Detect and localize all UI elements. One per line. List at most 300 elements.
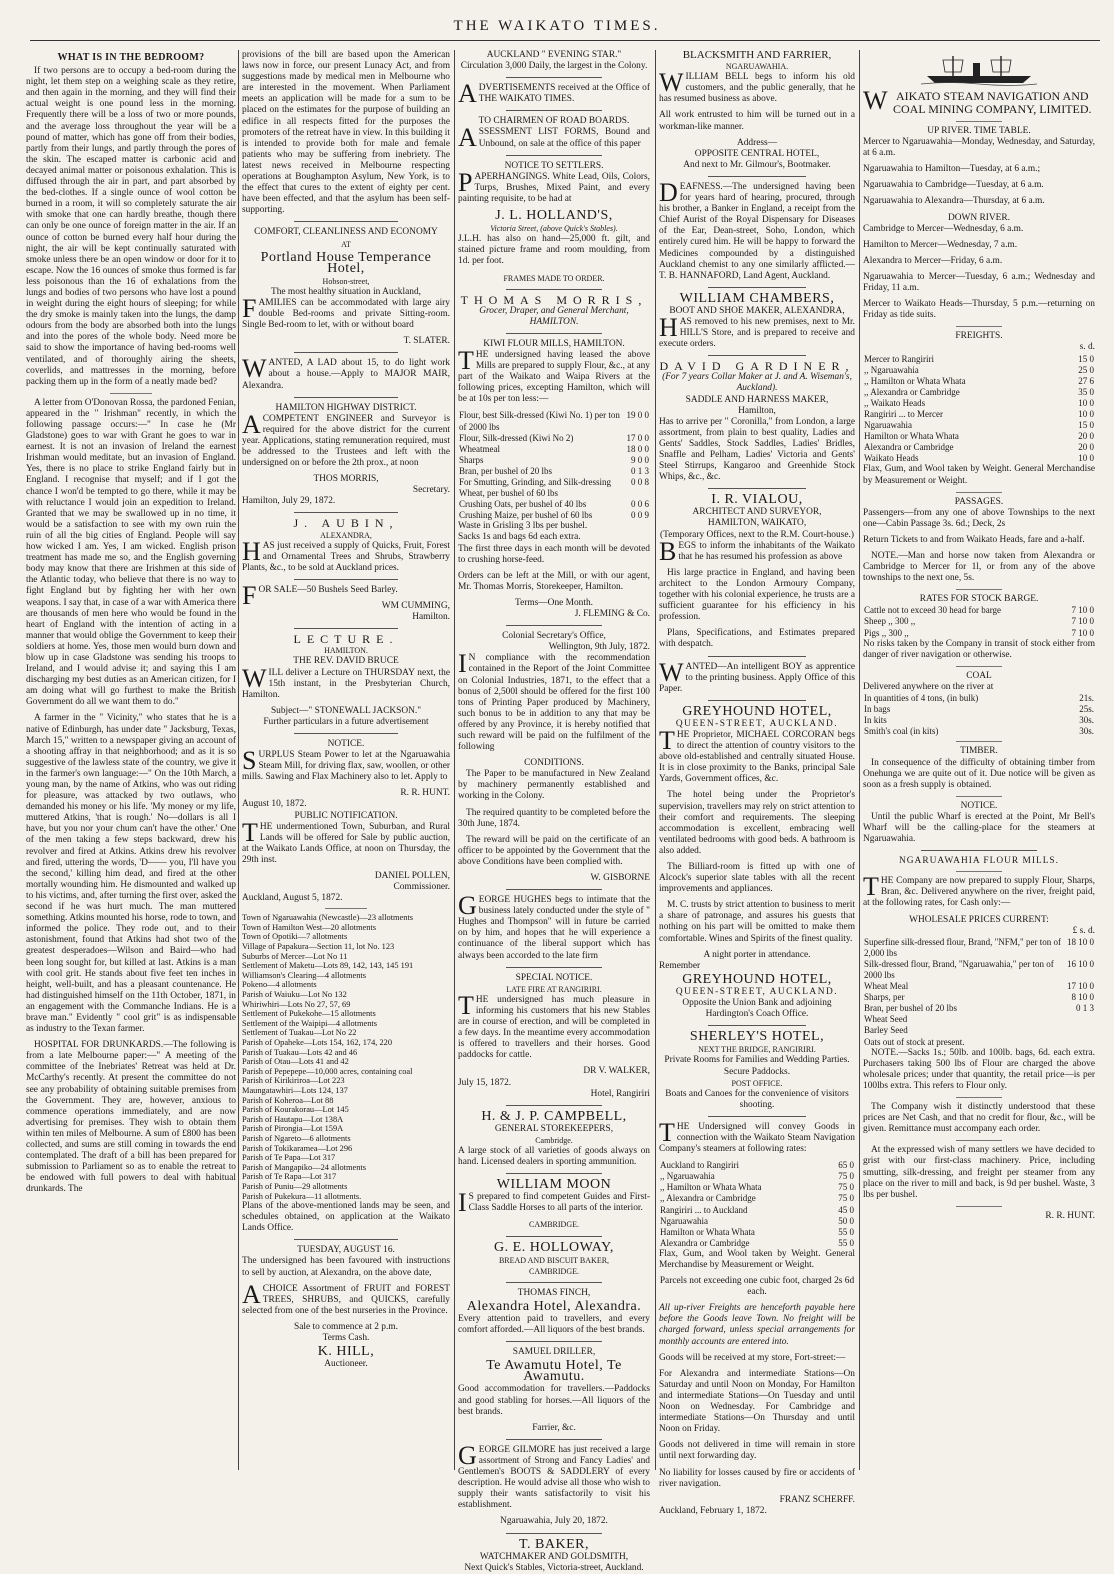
divider bbox=[506, 1341, 602, 1342]
list-item: Parish of Tuakau—Lots 42 and 46 bbox=[242, 1047, 358, 1057]
table-row bbox=[458, 499, 650, 510]
flour-price-table bbox=[458, 410, 650, 521]
table-cell: 30s. bbox=[1079, 726, 1094, 737]
column-rule bbox=[859, 50, 860, 1470]
ad-note: The first three days in each month will be devoted to crushing horse-feed. bbox=[458, 543, 650, 565]
ad-place: Hotel, Rangiriri bbox=[590, 1088, 650, 1099]
table-cell: Silk-dressed flour, Brand, "Ngaruawahia," per ton of 2000 lbs bbox=[864, 958, 1054, 980]
ad-body: IS prepared to find competent Guides and First-Class Saddle Horses to all parts of the interior. bbox=[458, 1188, 650, 1218]
divider bbox=[506, 889, 602, 890]
ad-name: T. BAKER, bbox=[519, 1536, 589, 1552]
list-item: Parish of Puniu—29 allotments bbox=[242, 1181, 348, 1191]
table-row bbox=[458, 444, 650, 455]
list-item: Parish of Kourakorau—Lot 145 bbox=[242, 1105, 349, 1115]
table-units: s. d. bbox=[1079, 342, 1095, 353]
ad-body: M. C. trusts by strict attention to business to merit a share of patronage, and assures his guests that nothing on his part will be omitted to make them comfortable. Wines and Spirits of the finest quality. bbox=[659, 900, 855, 944]
column-3 bbox=[458, 50, 650, 1573]
divider bbox=[708, 700, 806, 701]
auctioneer-name: K. HILL, bbox=[317, 1344, 375, 1360]
divider bbox=[110, 393, 152, 394]
divider bbox=[294, 579, 398, 580]
coal-table bbox=[863, 693, 1095, 737]
table-row bbox=[659, 1160, 855, 1171]
ad-body: GEORGE GILMORE has just received a large assortment of Strong and Fancy Ladies' and Gentlemen's BOOTS & SADDLERY of every description. He would advise all those who wish to supply their wants satisfactorily to visit his establishment. bbox=[458, 1440, 650, 1511]
table-row bbox=[659, 1216, 855, 1227]
divider bbox=[956, 1140, 1002, 1141]
ad-name: SAMUEL DRILLER, bbox=[512, 1347, 596, 1358]
ad-body: THE undersigned having leased the above Mills are prepared to supply Flour, &c., at any part of the Waikato and Waipa Rivers at the following prices, excepting Hamilton, which will be at 10s per ton less:— bbox=[458, 345, 650, 405]
ad-place: Cambridge. bbox=[535, 1135, 573, 1145]
hotel-subtitle: The most healthy situation in Auckland, bbox=[271, 286, 421, 297]
ad-body: POST OFFICE. bbox=[731, 1078, 783, 1088]
table-cell: Ngaruawahia bbox=[660, 1215, 708, 1226]
table-row bbox=[659, 1193, 855, 1204]
ad-heading: LECTURE. bbox=[293, 632, 399, 647]
ad-name: G. E. HOLLOWAY, bbox=[494, 1239, 614, 1255]
ad-signature: J. FLEMING & Co. bbox=[574, 609, 650, 620]
ad-signature: W. GISBORNE bbox=[590, 873, 650, 883]
table-cell: Cattle not to exceed 30 head for barge bbox=[864, 605, 1002, 616]
ad-subheading: NEXT THE BRIDGE, RANGIRIRI. bbox=[698, 1045, 816, 1055]
table-cell: 8 10 0 bbox=[1071, 992, 1094, 1003]
table-cell: 45 0 bbox=[838, 1204, 854, 1215]
ad-address: Victoria Street, (above Quick's Stables). bbox=[490, 224, 618, 234]
table-cell: 50 0 bbox=[838, 1215, 854, 1226]
table-cell: 18 0 0 bbox=[626, 443, 649, 454]
table-cell: ,, Waikato Heads bbox=[864, 397, 926, 408]
table-row bbox=[863, 616, 1095, 627]
ad-name: THOMAS FINCH, bbox=[517, 1287, 591, 1298]
list-item: Parish of Mangapiko—24 allotments bbox=[242, 1162, 366, 1172]
table-cell: For Smutting, Grinding, and Silk-dressing Wheat, per bushel of 60 lbs bbox=[459, 477, 612, 499]
table-cell bbox=[1066, 1025, 1095, 1036]
table-cell: ,, Ngaruawahia bbox=[864, 364, 919, 375]
article-continuation: provisions of the bill are based upon the American laws now in force, our present Lunacy Act, and from suggestions made by medical men in Melbourne who are interested in the movement. When Parliament meets an application will be made for a sum to be placed on the estimates for the purpose of building an edifice in all respects fitted for the purposes the promoters of the retreat have in view. In this building it is intended to provide both for male and female patients who may be suffering from inebriety. The latest news received in Melbourne respecting operations at Boughampton Asylum, New York, is to the effect that cures to the extent of eighty per cent. have been effected, and that the asylum has been self-supporting. bbox=[242, 50, 450, 216]
table-row bbox=[863, 1014, 1095, 1025]
list-item: Maungatawhiri—Lots 124, 137 bbox=[242, 1085, 348, 1095]
ad-address: OPPOSITE CENTRAL HOTEL, bbox=[694, 148, 820, 159]
table-row bbox=[863, 420, 1095, 431]
ad-signature: WM CUMMING, bbox=[381, 601, 450, 612]
table-row bbox=[863, 354, 1095, 365]
ad-place: HAMILTON, WAIKATO, bbox=[707, 518, 807, 529]
ad-note: Waste in Grisling 3 lbs per bushel. bbox=[458, 521, 588, 532]
ad-heading: TUESDAY, AUGUST 16. bbox=[297, 1245, 395, 1256]
table-cell: 35 0 bbox=[1078, 386, 1094, 397]
table-row bbox=[659, 1205, 855, 1216]
table-cell: ,, Alexandra or Cambridge bbox=[660, 1193, 756, 1204]
list-item: Parish of Opaheke—Lots 154, 162, 174, 220 bbox=[242, 1038, 393, 1047]
ad-body: No liability for losses caused by fire or accidents of river navigation. bbox=[659, 1467, 855, 1489]
column-rule bbox=[655, 50, 656, 1470]
masthead: THE WAIKATO TIMES. bbox=[453, 18, 661, 34]
table-row bbox=[863, 1037, 1095, 1048]
ad-body: Secure Paddocks. bbox=[723, 1066, 791, 1077]
table-row bbox=[659, 1182, 855, 1193]
ad-name: H. & J. P. CAMPBELL, bbox=[481, 1108, 627, 1124]
ad-body: Goods will be received at my store, Fort-street:— bbox=[659, 1352, 846, 1363]
ad-body: Flax, Gum, and Wool taken by Weight. General Merchandise by Measurement or Weight. bbox=[863, 464, 1095, 486]
table-cell: Ngaruawahia bbox=[864, 420, 912, 431]
list-item: Parish of Pirongia—Lot 159A bbox=[242, 1124, 344, 1134]
ad-name: J. AUBIN, bbox=[293, 516, 399, 531]
ad-role: Secretary. bbox=[412, 485, 450, 496]
table-cell: Crushing Maize, per bushel of 60 lbs bbox=[459, 510, 593, 521]
ad-note: A night porter in attendance. bbox=[703, 949, 811, 960]
table-cell: Waikato Heads bbox=[864, 453, 919, 464]
list-item: Settlement of Pukekohe—15 allotments bbox=[242, 1009, 376, 1019]
ad-body: NOTE.—Man and horse now taken from Alexandra or Cambridge to Mercer for 1l, or from any of the above townships to the next one, 5s. bbox=[863, 551, 1095, 584]
ad-body: WANTED, A LAD about 15, to do light work about a house.—Apply to MAJOR MAIR, Alexandra. bbox=[242, 354, 450, 391]
ad-body: THE undermentioned Town, Suburban, and Rural Lands will be offered for Sale by public auction, at the Waikato Lands Office, at noon on Thursday, the 29th inst. bbox=[242, 817, 450, 865]
ad-heading: DOWN RIVER. bbox=[948, 212, 1010, 223]
table-row bbox=[458, 510, 650, 521]
list-item: Parish of Pukekura—11 allotments. bbox=[242, 1191, 362, 1201]
masthead-rule bbox=[30, 40, 1100, 41]
table-cell: Hamilton or Whata Whata bbox=[660, 1226, 755, 1237]
table-row bbox=[458, 455, 650, 466]
schedule-item: Ngaruawahia to Alexandra—Thursday, at 6 a.m. bbox=[863, 196, 1045, 207]
ad-body: No risks taken by the Company in transit of stock either from danger of river navigation or otherwise. bbox=[863, 638, 1095, 660]
ad-signature: DANIEL POLLEN, bbox=[374, 871, 450, 881]
table-row bbox=[863, 704, 1095, 715]
ad-date: August 10, 1872. bbox=[242, 799, 307, 810]
ad-name: J. L. HOLLAND'S, bbox=[495, 208, 613, 224]
table-cell: Alexandra or Cambridge bbox=[864, 442, 954, 453]
ad-body: A large stock of all varieties of goods always on hand. Licensed dealers in sporting ammunition. bbox=[458, 1145, 650, 1168]
ad-body: Delivered anywhere on the river at bbox=[863, 681, 994, 692]
table-row bbox=[863, 937, 1095, 959]
freights-table bbox=[863, 354, 1095, 465]
ad-note: Further particulars in a future advertisement bbox=[263, 716, 429, 727]
divider bbox=[506, 333, 602, 334]
ad-heading: FREIGHTS. bbox=[955, 331, 1003, 342]
divider bbox=[506, 1533, 602, 1534]
ad-name: WILLIAM MOON bbox=[496, 1177, 612, 1193]
divider bbox=[956, 121, 1002, 122]
ad-place: ALEXANDRA, bbox=[320, 530, 372, 540]
table-cell: In quantities of 4 tons, (in bulk) bbox=[864, 693, 979, 704]
hotel-slogan: COMFORT, CLEANLINESS AND ECONOMY bbox=[254, 227, 438, 238]
ad-heading: NOTICE TO SETTLERS. bbox=[504, 160, 604, 171]
table-cell: 7 10 0 bbox=[1071, 627, 1094, 638]
ad-role: Auctioneer. bbox=[324, 1359, 368, 1370]
table-cell: 18 10 0 bbox=[1067, 936, 1094, 947]
divider bbox=[956, 326, 1002, 327]
ad-subheading: WATCHMAKER AND GOLDSMITH, bbox=[479, 1551, 629, 1562]
table-cell: 15 0 bbox=[1078, 420, 1094, 431]
ad-signature: R. R. HUNT. bbox=[400, 788, 450, 799]
table-cell: Wheat Seed bbox=[864, 1014, 908, 1025]
divider bbox=[708, 355, 806, 356]
divider bbox=[506, 1439, 602, 1440]
ad-note: Opposite the Union Bank and adjoining Hardington's Coach Office. bbox=[682, 998, 832, 1020]
table-row bbox=[863, 387, 1095, 398]
ad-footnote: Plans of the above-mentioned lands may be seen, and schedules obtained, on application at the Waikato Lands Office. bbox=[242, 1201, 450, 1234]
ad-note: (Temporary Offices, next to the R.M. Court-house.) bbox=[660, 529, 854, 540]
ad-name: WILLIAM CHAMBERS, bbox=[679, 290, 835, 306]
ad-body: The undersigned has been favoured with instructions to sell by auction, at Alexandra, on the above date, bbox=[242, 1256, 450, 1278]
list-item: Village of Papakura—Section 11, lot No. 123 bbox=[242, 942, 395, 952]
ad-address: And next to Mr. Gilmour's, Bootmaker. bbox=[683, 159, 831, 170]
table-row bbox=[458, 477, 650, 499]
ad-office: Colonial Secretary's Office, bbox=[502, 631, 606, 642]
table-row bbox=[863, 453, 1095, 464]
divider bbox=[294, 733, 398, 734]
ad-body: THE Proprietor, MICHAEL CORCORAN begs to direct the attention of country visitors to the above old-established and centrally situated House. It is in close proximity to the Banks, principal Sale Yards, Government offices, &c. bbox=[659, 725, 855, 785]
ad-address: Address— bbox=[736, 137, 778, 148]
divider bbox=[506, 1236, 602, 1237]
divider bbox=[708, 488, 806, 489]
column-4 bbox=[659, 49, 855, 1516]
divider bbox=[294, 221, 398, 222]
ad-body: GEORGE HUGHES begs to intimate that the business lately conducted under the style of " Hughes and Thompson" will in future be carried on by him, and hopes that he will experience a continuance of the liberal support which has always been accorded to the late firm bbox=[458, 891, 650, 961]
ad-place: HAMILTON. bbox=[324, 646, 368, 656]
divider bbox=[506, 77, 602, 78]
table-row bbox=[458, 410, 650, 432]
hotel-name: Te Awamutu Hotel, Te Awamutu. bbox=[486, 1358, 622, 1385]
ad-terms: Terms—One Month. bbox=[515, 597, 593, 608]
ad-heading: WHOLESALE PRICES CURRENT: bbox=[909, 914, 1049, 925]
ad-note: (For 7 years Collar Maker at J. and A. Wiseman's, Auckland). bbox=[662, 372, 852, 394]
ad-body: BEGS to inform the inhabitants of the Waikato that he has resumed his profession as above bbox=[659, 536, 855, 566]
ad-note: Sacks 1s and bags 6d each extra. bbox=[458, 532, 581, 543]
ad-heading: SPECIAL NOTICE. bbox=[515, 972, 593, 983]
table-cell: 75 0 bbox=[838, 1182, 854, 1193]
list-item: Whiriwhiri—Lots No 27, 57, 69 bbox=[242, 999, 351, 1009]
ad-body: DEAFNESS.—The undersigned having been for years hard of hearing, procured, through his brother, a Banker in England, a receipt from the Chief Aurist of the Royal Dispensary for Diseases of the Ear, Dean-street, Soho, London, which entirely cured him. He will be happy to forward the Medicines compounded by a distinguished Auckland chemist to any one similarly afflicted.—T. B. HANNAFORD, Land Agent, Auckland. bbox=[659, 177, 855, 281]
ad-body: For Alexandra and intermediate Stations—On Saturday and until Noon on Monday, For Hamilton and intermediate Stations—On Tuesday and until Noon on Wednesday. For Cambridge and intermediate Stations—On Thursday and until Noon on Friday. bbox=[659, 1368, 855, 1435]
table-row bbox=[863, 726, 1095, 737]
ad-body: HAS removed to his new premises, next to Mr. HILL'S Store, and is prepared to receive and execute orders. bbox=[659, 312, 855, 350]
divider bbox=[506, 1282, 602, 1283]
table-row bbox=[863, 1003, 1095, 1014]
divider bbox=[506, 289, 602, 290]
schedule-item: Mercer to Ngaruawahia—Monday, Wednesday, and Saturday, at 6 a.m. bbox=[863, 137, 1095, 159]
ad-body: Boats and Canoes for the convenience of visitors shooting. bbox=[665, 1088, 849, 1110]
divider bbox=[956, 589, 1002, 590]
table-cell: 15 0 bbox=[1078, 353, 1094, 364]
ad-heading: PASSAGES. bbox=[954, 496, 1004, 507]
ad-body: THE Undersigned will convey Goods in connection with the Waikato Steam Navigation Company's steamers at following rates: bbox=[659, 1117, 855, 1155]
table-row bbox=[863, 992, 1095, 1003]
article-paragraph: If two persons are to occupy a bed-room during the night, let them step on a weighing scale as they retire, and then again in the morning, and they will find their actual weight is one pound less in the morning. Frequently there will be a loss of two or more pounds, and the average loss throughout the year will be a pound of matter, which has gone off from their bodies, partly from their lungs, and partly through the pores of the skin. The escaped matter is carbonic acid and decayed animal matter or poisonous exhalation. This is diffused through the air in part, and part absorbed by the bed-clothes. If a single ounce of wool cotton be burned in a room, it will so completely saturate the air with smoke that one can hardly breathe, though there can only be one ounce of foreign matter in the air. If an ounce of cotton be burned every half hour during the night, the air will be kept continually saturated with smoke unless there be an open window or door for it to escape. Now the 16 ounces of smoke thus formed is far less poisonous than the 16 of exhalations from the lungs and bodies of two persons who have lost a pound in weight during the eight hours of sleeping; for while the dry smoke is mainly taken into the lungs, the damp odours from the body are absorbed both into the lungs and into the pores of the whole body. Need more be said to show the importance of having bed-rooms well ventilated, and of thoroughly airing the sheets, coverlids, and mattresses in the morning, before packing them up in the form of a neatly made bed? bbox=[26, 66, 236, 387]
ad-subheading: GENERAL STOREKEEPERS, bbox=[494, 1123, 614, 1134]
hotel-name: Alexandra Hotel, Alexandra. bbox=[466, 1298, 642, 1314]
table-cell: 25 0 bbox=[1078, 364, 1094, 375]
schedule-item: Alexandra to Mercer—Friday, 6 a.m. bbox=[863, 255, 1003, 266]
hotel-name: SHERLEY'S HOTEL, bbox=[689, 1029, 825, 1045]
ad-body: All work entrusted to him will be turned out in a workman-like manner. bbox=[659, 110, 855, 132]
list-item: Town of Opotiki—7 allotments bbox=[242, 932, 348, 942]
divider bbox=[956, 492, 1002, 493]
list-item: Williamson's Clearing—4 allotments bbox=[242, 970, 366, 980]
ad-heading: TIMBER. bbox=[960, 746, 998, 757]
list-item: Parish of Hautapu—Lot 138A bbox=[242, 1114, 344, 1124]
schedule-item: Hamilton to Mercer—Wednesday, 7 a.m. bbox=[863, 239, 1018, 250]
convey-rates-table bbox=[659, 1160, 855, 1249]
schedule-item: Ngaruawahia to Hamilton—Tuesday, at 6 a.m.; bbox=[863, 164, 1041, 175]
list-item: Settlement of Tuakau—Lot No 22 bbox=[242, 1028, 357, 1038]
table-cell: 65 0 bbox=[838, 1160, 854, 1171]
ad-subheading: BOOT AND SHOE MAKER, ALEXANDRA, bbox=[669, 305, 845, 316]
ad-heading: RATES FOR STOCK BARGE. bbox=[919, 594, 1039, 605]
list-item: Parish of Pepepepe—10,000 acres, containing coal bbox=[242, 1066, 413, 1076]
table-cell: 16 10 0 bbox=[1067, 958, 1094, 969]
table-row bbox=[863, 365, 1095, 376]
ad-body: Parcels not exceeding one cubic foot, charged 2s 6d each. bbox=[659, 1276, 855, 1298]
ad-signature: FRANZ SCHERFF. bbox=[779, 1494, 855, 1505]
company-name: WAIKATO STEAM NAVIGATION AND COAL MINING COMPANY, LIMITED. bbox=[863, 86, 1092, 116]
table-cell bbox=[1066, 1014, 1095, 1025]
ad-heading: KIWI FLOUR MILLS, HAMILTON. bbox=[483, 338, 625, 349]
divider bbox=[294, 1239, 398, 1240]
table-cell: Alexandra or Cambridge bbox=[660, 1237, 750, 1248]
table-cell: 21s. bbox=[1079, 693, 1094, 704]
lands-list bbox=[242, 913, 450, 1201]
table-cell: Rangiriri ... to Mercer bbox=[864, 408, 943, 419]
ad-body: ASSESSMENT LIST FORMS, Bound and Unbound, on sale at the office of this paper bbox=[458, 123, 650, 153]
ad-heading: BLACKSMITH AND FARRIER, bbox=[682, 49, 832, 61]
table-cell: ,, Alexandra or Cambridge bbox=[864, 386, 960, 397]
table-cell: 0 1 3 bbox=[631, 465, 649, 476]
ad-body: His large practice in England, and having been architect to the London Armoury Company, together with his colonial experience, he trusts are a sufficient guarantee for his efficiency in his profession. bbox=[659, 567, 855, 623]
ad-heading: NGARUAWAHIA FLOUR MILLS. bbox=[899, 856, 1059, 867]
divider bbox=[956, 871, 1002, 872]
divider bbox=[506, 1105, 602, 1106]
ad-date: Hamilton, July 29, 1872. bbox=[242, 496, 336, 507]
ad-role: Commissioner. bbox=[393, 882, 450, 893]
table-row bbox=[659, 1238, 855, 1249]
table-cell: Pigs ,, 300 ,, bbox=[864, 627, 909, 638]
divider bbox=[294, 512, 398, 513]
schedule-item: Cambridge to Mercer—Wednesday, 6 a.m. bbox=[863, 223, 1024, 234]
ad-heading: CONDITIONS. bbox=[524, 758, 584, 769]
ad-name: I. R. VIALOU, bbox=[711, 492, 803, 508]
divider bbox=[506, 155, 602, 156]
ad-place: NGARUAWAHIA. bbox=[725, 62, 789, 72]
table-cell: 25s. bbox=[1079, 704, 1094, 715]
ad-note: Terms Cash. bbox=[322, 1333, 370, 1344]
ad-body: The hotel being under the Proprietor's supervision, travellers may rely on strict attention to their comfort and requirements. The sleeping accommodation is excellent, embracing well ventilated bedrooms with good beds. A bathroom is also added. bbox=[659, 790, 855, 856]
table-cell: Flour, best Silk-dressed (Kiwi No. 1) per ton of 2000 lbs bbox=[459, 410, 620, 432]
list-item: Parish of Te Rapa—Lot 317 bbox=[242, 1172, 337, 1182]
ad-subheading: BREAD AND BISCUIT BAKER, bbox=[498, 1255, 610, 1265]
table-cell: 0 0 9 bbox=[631, 510, 649, 521]
table-cell: 75 0 bbox=[838, 1193, 854, 1204]
divider bbox=[708, 176, 806, 177]
ad-heading: UP RIVER. TIME TABLE. bbox=[927, 126, 1031, 136]
divider bbox=[956, 741, 1002, 742]
table-cell: In kits bbox=[864, 715, 887, 726]
table-row bbox=[863, 398, 1095, 409]
table-cell: 9 0 0 bbox=[631, 454, 649, 465]
divider bbox=[956, 1097, 1002, 1098]
ad-name: DAVID GARDINER, bbox=[659, 359, 855, 374]
table-cell: Oats out of stock at present. bbox=[864, 1036, 965, 1047]
ad-body: ACOMPETENT ENGINEER and Surveyor is required for the above district for the current year. Applications, stating remuneration required, must be addressed to the Trustees and left with the undersigned on or before the 2th prox., at noon bbox=[242, 409, 450, 469]
article-paragraph: A letter from O'Donovan Rossa, the pardoned Fenian, appeared in the " Irishman" recently, in which the following passage occurs:—" In case he (Mr Gladstone) goes to war with Grant he goes to war in earnest. It is not an invasion of Ireland the earnest Irishman would meditate, but an invasion of England. Yes, there is no place to strike England fairly but in England. I recognise that myself; and if I got the chance I won'd be tempted to go there, while it may be with reluctance I would join an expedition to Ireland. Granted that we may be swallowed up in no time, it would be a satisfaction to see with my own ruin the ruin of all the big cities of England. People will say how wicked I am. Yes, I am wicked. English prison treatment has made me so, and the English governing body may know that there are Irishmen at this side of the Atlantic today, who believe that there is no way to fight England but by fighting her with her own weapons. I say that, in case of a war with America there are thousands of men here who would be found in the heart of England with the intention of acting in a manner that would oblige the Government to keep their soldiers at home. Yes, those men would burn down and blow up in case Gladstone was sending his troops to Ireland, and I would advise it; and saying this I am discharging my best duties as an American citizen, for I am doing what will go furthest to make the British Government do all we want them to do." bbox=[26, 397, 236, 708]
divider bbox=[708, 1025, 806, 1026]
ad-body: WILL deliver a Lecture on THURSDAY next, the 15th instant, in the Presbyterian Church, Hamilton. bbox=[242, 663, 450, 700]
divider bbox=[506, 967, 602, 968]
table-cell: 30s. bbox=[1079, 715, 1094, 726]
table-units: £ s. d. bbox=[1072, 925, 1095, 936]
ad-note: FRAMES MADE TO ORDER. bbox=[503, 273, 605, 283]
schedule-item: Ngaruawahia to Mercer—Tuesday, 6 a.m.; Wednesday and Friday, 11 a.m. bbox=[863, 271, 1095, 294]
ad-subject: Subject—" STONEWALL JACKSON." bbox=[270, 705, 422, 716]
table-row bbox=[863, 693, 1095, 704]
article-heading: WHAT IS IN THE BEDROOM? bbox=[57, 52, 205, 63]
divider bbox=[921, 850, 1037, 851]
table-cell: 0 0 8 bbox=[631, 477, 649, 487]
ad-body: Plans, Specifications, and Estimates prepared with despatch. bbox=[659, 628, 855, 650]
table-cell: 27 6 bbox=[1078, 375, 1094, 386]
table-cell: Flour, Silk-dressed (Kiwi No 2) bbox=[459, 432, 574, 443]
table-row bbox=[458, 466, 650, 477]
ad-body: The Billiard-room is fitted up with one of Alcock's superior slate tables with all the recent improvements and appliances. bbox=[659, 862, 855, 895]
table-cell: Crushing Oats, per bushel of 40 lbs bbox=[459, 499, 587, 510]
list-item: Parish of Waiuku—Lot No 132 bbox=[242, 990, 347, 1000]
article-paragraph: A farmer in the " Vicinity," who states that he is a native of Edinburgh, has under date " Jacksburg, Texas, March 15," written to a newspaper giving an account of a shooting affray in that neighborhood; and as it is so suggestive of the lawless state of the country, we give it in the farmer's own language:—" On the 10th March, a young man, by the name of Atkins, who was out riding for pleasure, was attacked by two outlaws, who demanded his money or his life. 'My money or my life, muttered Atkins, 'that is rough.' No—dollars is all I have, but you nor your chum can't have the other.' One of the men taking a few steps backward, drew his revolver and fired at Atkins. Atkins drew his revolver and fired, uttering the words, 'D—— you, I'll have you the second,' killing him dead, and fired at the other mortally wounding him. He dismounted and walked up to his victims, and, after turning the first over, asked the second if he was hurt much. The man muttered something. Atkins mounted his horse, rode to town, and informed the police. They rode out, and to their astonishment, found that Atkins had shot two of the greatest desperadoes—Wilson and Baird—who had been long sought for, but killed at last. Atkins is a man with cool grit. He stands about five feet ten inches in height, well-built, and has a pleasant countenance. He had distinguished himself on the 11th October, 1871, in an engagement with the Commanche Indians. He is a brave man." Evidently " cool grit" is as indispensable as industry to the Texan farmer. bbox=[26, 713, 236, 1035]
table-row bbox=[458, 433, 650, 444]
hotel-name: Portland House Temperance Hotel, bbox=[260, 249, 432, 276]
ad-body: FAMILIES can be accommodated with large airy double Bed-rooms and private Sitting-room. Single Bed-room to let, with or without board bbox=[242, 293, 450, 331]
ad-body: The Paper to be manufactured in New Zealand by machinery permanently established and working in the Colony. bbox=[458, 769, 650, 802]
list-item: Parish of Ngareto—6 allotments bbox=[242, 1133, 351, 1143]
ad-body: WANTED—An intelligent BOY as apprentice to the printing business. Apply Office of this Paper. bbox=[659, 657, 855, 694]
list-item: Parish of Otau—Lots 41 and 42 bbox=[242, 1057, 349, 1067]
ad-heading: NOTICE. bbox=[327, 738, 365, 749]
ad-subheading: ARCHITECT AND SURVEYOR, bbox=[692, 507, 822, 518]
ad-date: Ngaruawahia, July 20, 1872. bbox=[500, 1516, 608, 1527]
table-row bbox=[863, 628, 1095, 639]
ad-body: SURPLUS Steam Power to let at the Ngaruawahia Steam Mill, for driving flax, saw, woollen, or other mills. Sawing and Flax Machinery also to let. Apply to bbox=[242, 746, 451, 783]
ad-heading: HAMILTON HIGHWAY DISTRICT. bbox=[275, 402, 417, 413]
schedule-item: Ngaruawahia to Cambridge—Tuesday, at 6 a.m. bbox=[863, 180, 1044, 191]
article-paragraph: HOSPITAL FOR DRUNKARDS.—The following is from a late Melbourne paper:—" A meeting of the committee of the Inebriates' Retreat was held at Dr. McCarthy's recently. At present the committee do not see any probability of obtaining suitable premises from the Government. They are, however, anxious to commence operations immediately, and are now advertising for premises. They wish to obtain them within ten miles of Melbourne. A sum of £800 has been collected, and sums are still coming in towards the end contemplated. The draft of a bill has been prepared for submission to Parliament so as to enable the retreat to be endowed with full powers to deal with habitual drunkards. The bbox=[26, 1040, 236, 1195]
list-item: Parish of Te Papa—Lot 317 bbox=[242, 1153, 336, 1163]
list-item: Suburbs of Mercer—Lot No 11 bbox=[242, 951, 348, 961]
ad-signature: T. SLATER. bbox=[403, 336, 450, 347]
ad-body: Good accommodation for travellers.—Paddocks and good stabling for horses.—All liquors of the best brands. bbox=[458, 1384, 650, 1417]
ad-body: In consequence of the difficulty of obtaining timber from Onehunga we are quite out of it. Due notice will be given as soon as a fresh supply is obtained. bbox=[863, 757, 1095, 790]
divider bbox=[325, 908, 367, 909]
list-item: Parish of Tokikaramea—Lot 296 bbox=[242, 1143, 353, 1153]
table-cell: 10 0 bbox=[1078, 408, 1094, 419]
list-item: Parish of Koheroa—Lot 88 bbox=[242, 1095, 334, 1105]
ad-subheading: Grocer, Draper, and General Merchant, HAMILTON. bbox=[479, 305, 629, 327]
table-row bbox=[863, 431, 1095, 442]
ad-address: QUEEN-STREET, AUCKLAND. bbox=[675, 986, 839, 997]
table-cell: Sheep ,, 300 ,, bbox=[864, 616, 916, 627]
table-row bbox=[863, 409, 1095, 420]
steamship-icon bbox=[919, 54, 1039, 86]
ad-body: Passengers—from any one of above Townships to the next one—Cabin Passage 3s. 6d.; Deck, 2s bbox=[863, 507, 1095, 529]
divider bbox=[294, 628, 398, 629]
table-cell bbox=[1066, 1037, 1095, 1048]
table-cell: 10 0 bbox=[1078, 397, 1094, 408]
table-cell: 17 10 0 bbox=[1067, 981, 1094, 992]
ad-body: Has to arrive per " Coronilla," from London, a large assortment, from plain to best quality, Ladies and Gents' Saddles, Stock Saddles, Ladies' Bridles, Snaffle and Pelham, Ladies' Victoria and Gents' Steel Stirrups, Kangaroo and Greenhide Stock Whips, &c., &c. bbox=[659, 416, 855, 483]
ad-heading: AUCKLAND " EVENING STAR." bbox=[486, 50, 622, 60]
ad-body: Return Tickets to and from Waikato Heads, fare and a-half. bbox=[863, 534, 1085, 545]
ad-name: THOMAS MORRIS, bbox=[460, 292, 648, 307]
table-cell: Wheat Meal bbox=[864, 981, 909, 992]
ad-date: July 15, 1872. bbox=[458, 1077, 512, 1088]
table-cell: Mercer to Rangiriri bbox=[864, 353, 934, 364]
divider bbox=[956, 796, 1002, 797]
